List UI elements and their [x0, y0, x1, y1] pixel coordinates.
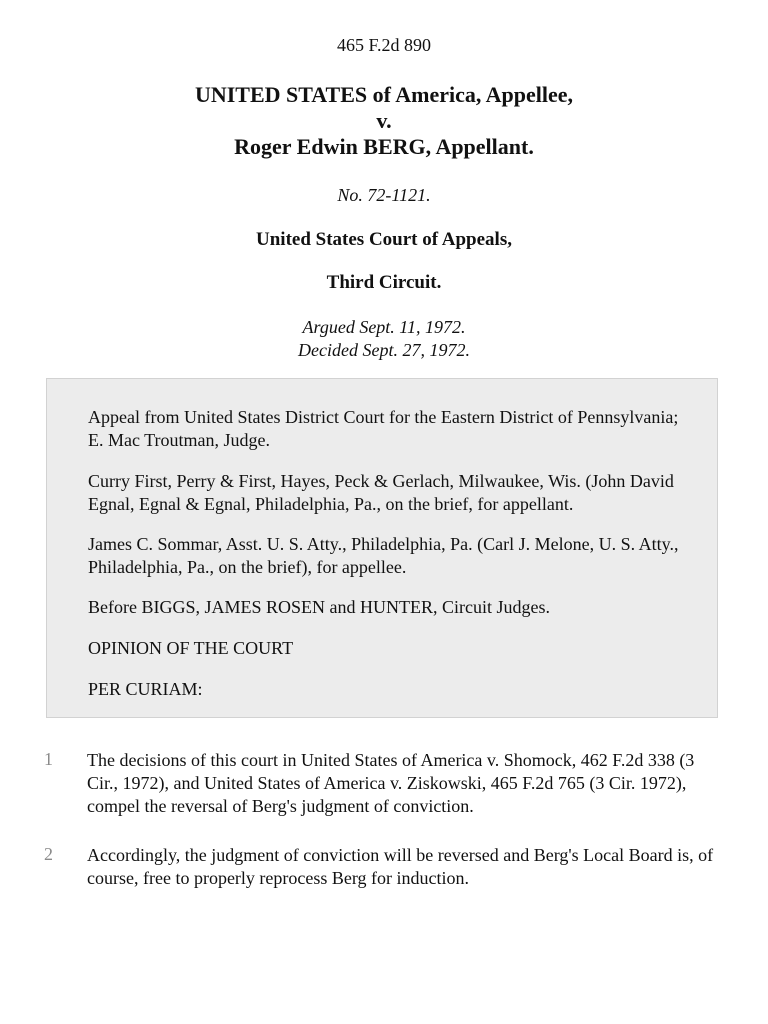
counsel-appellee: James C. Sommar, Asst. U. S. Atty., Philadelphia, Pa. (Carl J. Melone, U. S. Atty., Philadelphia, Pa., on the brief), for appellee.: [88, 534, 679, 577]
docket-number: No. 72-1121.: [337, 185, 431, 205]
opinion-heading: OPINION OF THE COURT: [88, 638, 294, 658]
caption-appellant: Roger Edwin BERG, Appellant.: [234, 134, 534, 159]
court-name: United States Court of Appeals,: [256, 229, 512, 250]
argued-date: Argued Sept. 11, 1972.: [302, 317, 466, 337]
counsel-appellant: Curry First, Perry & First, Hayes, Peck & Gerlach, Milwaukee, Wis. (John David Egnal, Egnal & Egnal, Philadelphia, Pa., on the brief, for appellant.: [88, 471, 674, 514]
paragraph-number: 2: [44, 844, 53, 864]
headnote-box: [46, 378, 718, 718]
decided-date: Decided Sept. 27, 1972.: [298, 340, 470, 360]
paragraph-text: Accordingly, the judgment of conviction will be reversed and Berg's Local Board is, of course, free to properly reprocess Berg for induction.: [87, 845, 714, 888]
paragraph-number: 1: [44, 749, 53, 769]
circuit-name: Third Circuit.: [326, 272, 442, 293]
citation: 465 F.2d 890: [336, 35, 432, 55]
panel-judges: Before BIGGS, JAMES ROSEN and HUNTER, Circuit Judges.: [88, 597, 550, 617]
caption-versus: v.: [376, 108, 392, 133]
appeal-from: Appeal from United States District Court for the Eastern District of Pennsylvania; E. Mac Troutman, Judge.: [88, 407, 679, 450]
paragraph-text: The decisions of this court in United States of America v. Shomock, 462 F.2d 338 (3 Cir., 1972), and United States of America v. Ziskowski, 465 F.2d 765 (3 Cir. 1972), compel the reversal of Berg's judgment of conviction.: [87, 750, 695, 816]
caption-appellee: UNITED STATES of America, Appellee,: [194, 82, 574, 107]
case-caption: [0, 82, 768, 160]
per-curiam: PER CURIAM:: [88, 679, 203, 699]
case-dates: [0, 316, 768, 362]
